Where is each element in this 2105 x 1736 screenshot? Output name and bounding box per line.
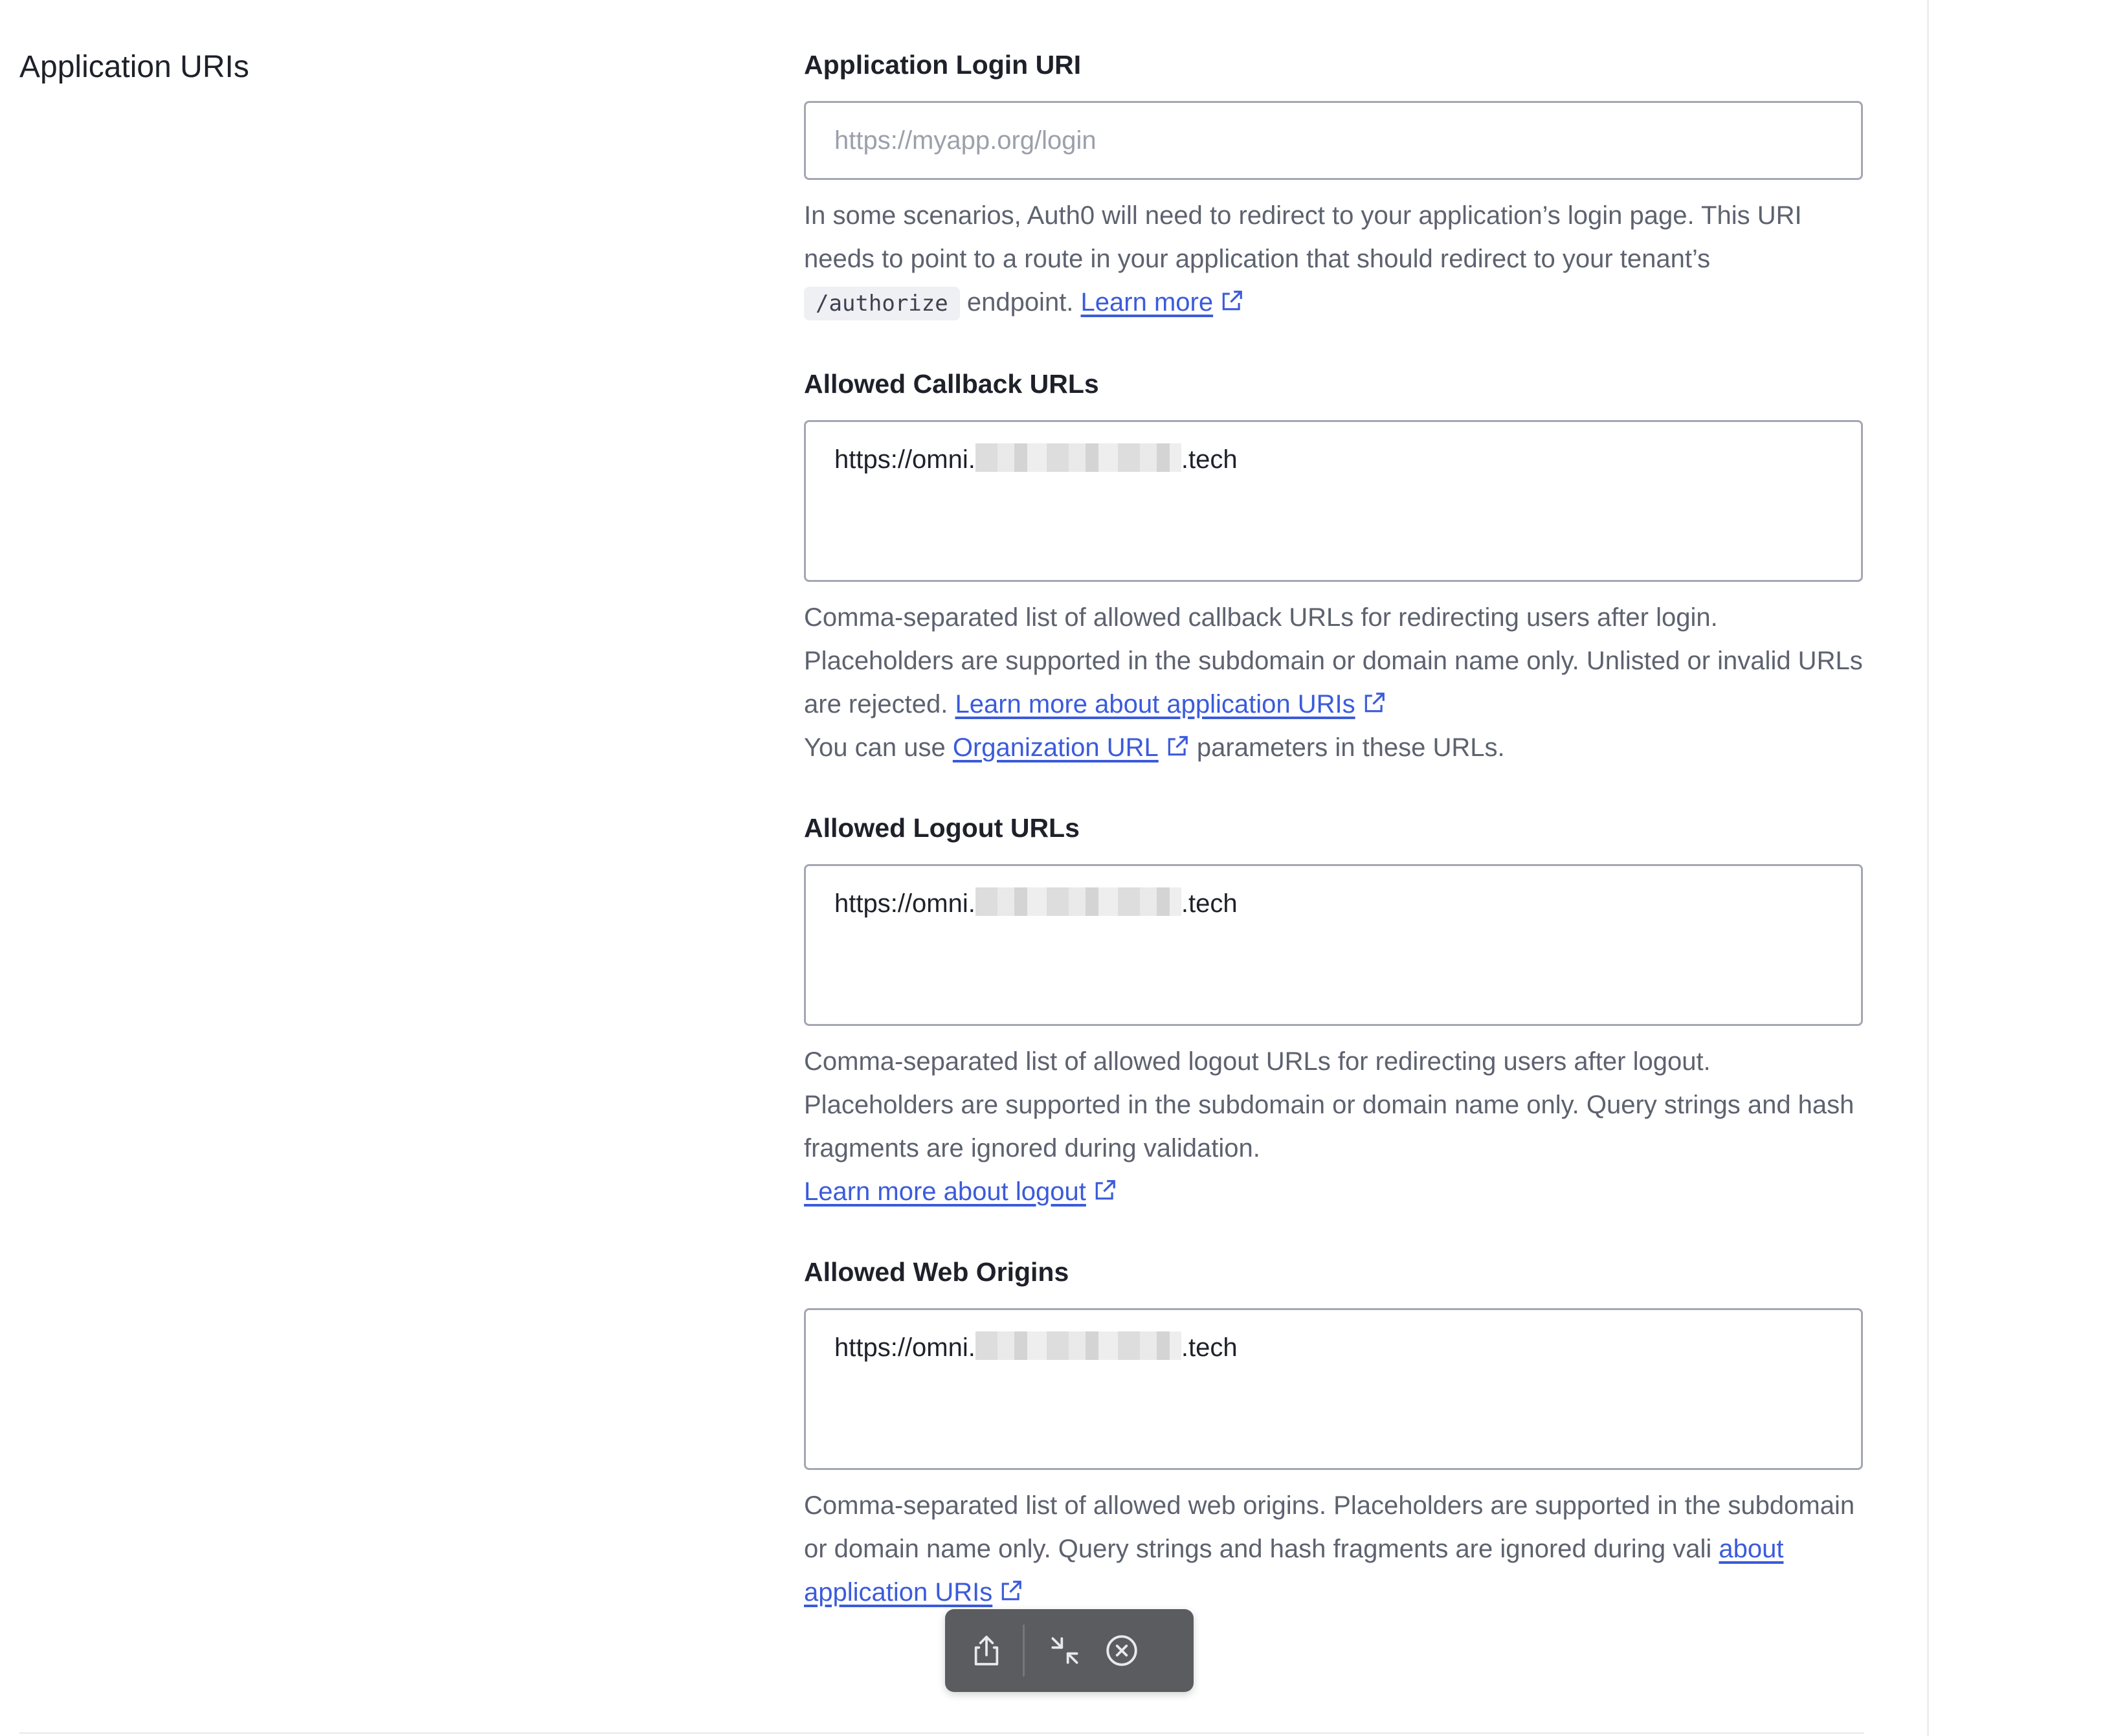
redacted-blur — [975, 1331, 1181, 1360]
about-application-uris-link[interactable]: about application URIs — [804, 1535, 1784, 1607]
close-circle-icon — [1103, 1632, 1141, 1669]
external-link-icon — [999, 1579, 1023, 1603]
callback-urls-label: Allowed Callback URLs — [804, 369, 1099, 399]
login-uri-field — [804, 47, 1863, 326]
callback-urls-help — [804, 596, 1863, 770]
toolbar-separator — [1023, 1625, 1025, 1676]
web-origins-field — [804, 1254, 1863, 1614]
callback-urls-textarea[interactable] — [804, 420, 1863, 582]
callback-url-suffix: .tech — [1181, 445, 1238, 474]
logout-url-suffix: .tech — [1181, 889, 1238, 918]
close-button[interactable] — [1093, 1622, 1150, 1679]
logout-urls-field — [804, 810, 1863, 1214]
logout-urls-label: Allowed Logout URLs — [804, 813, 1080, 843]
web-origins-label: Allowed Web Origins — [804, 1257, 1069, 1287]
callback-help-text-2a: You can use — [804, 733, 946, 762]
vertical-divider — [1927, 0, 1929, 1736]
share-icon — [968, 1632, 1005, 1669]
callback-help-text-2b: parameters in these URLs. — [1196, 733, 1505, 762]
callback-help-text: Comma-separated list of allowed callback URLs for redirecting users after login. Placeholders are supported in the subdomain or domain name only. Unlisted or invalid URLs are rejected. — [804, 603, 1863, 718]
callback-urls-field — [804, 366, 1863, 770]
organization-url-link[interactable]: Organization URL — [952, 733, 1159, 762]
web-origins-textarea[interactable] — [804, 1308, 1863, 1470]
login-uri-help-text-2: endpoint. — [966, 288, 1074, 317]
collapse-icon — [1047, 1632, 1083, 1669]
external-link-icon — [1165, 734, 1190, 759]
logout-url-prefix: https://omni. — [834, 889, 975, 918]
logout-help-text: Comma-separated list of allowed logout URLs for redirecting users after logout. Placeholders are supported in the subdomain or domain name only. Query strings and hash fragments are ignored during validation. — [804, 1047, 1854, 1163]
authorize-code: /authorize — [804, 287, 960, 320]
logout-urls-help — [804, 1040, 1863, 1214]
web-origins-help-text: Comma-separated list of allowed web origins. Placeholders are supported in the subdomain or domain name only. Query strings and hash fragments are ignored during vali — [804, 1491, 1855, 1563]
external-link-icon — [1362, 691, 1387, 715]
web-origin-prefix: https://omni. — [834, 1333, 975, 1362]
login-uri-help — [804, 194, 1863, 326]
web-origin-suffix: .tech — [1181, 1333, 1238, 1362]
web-origins-help — [804, 1484, 1863, 1614]
callback-url-prefix: https://omni. — [834, 445, 975, 474]
learn-more-application-uris-link[interactable]: Learn more about application URIs — [955, 690, 1355, 718]
floating-toolbar — [945, 1609, 1194, 1692]
form-column — [804, 47, 1863, 1614]
section-title: Application URIs — [19, 50, 249, 84]
login-uri-input[interactable] — [804, 101, 1863, 180]
learn-more-logout-link[interactable]: Learn more about logout — [804, 1177, 1086, 1206]
collapse-button[interactable] — [1036, 1622, 1093, 1679]
external-link-icon — [1093, 1178, 1117, 1203]
logout-urls-textarea[interactable] — [804, 864, 1863, 1026]
login-uri-label: Application Login URI — [804, 50, 1082, 80]
redacted-blur — [975, 887, 1181, 916]
login-uri-help-text: In some scenarios, Auth0 will need to redirect to your application’s login page. This URI needs to point to a route in your application that should redirect to your tenant’s — [804, 201, 1802, 273]
redacted-blur — [975, 443, 1181, 472]
learn-more-link[interactable]: Learn more — [1080, 288, 1214, 317]
external-link-icon — [1220, 289, 1244, 313]
share-button[interactable] — [958, 1622, 1015, 1679]
section-divider — [19, 1732, 1864, 1734]
